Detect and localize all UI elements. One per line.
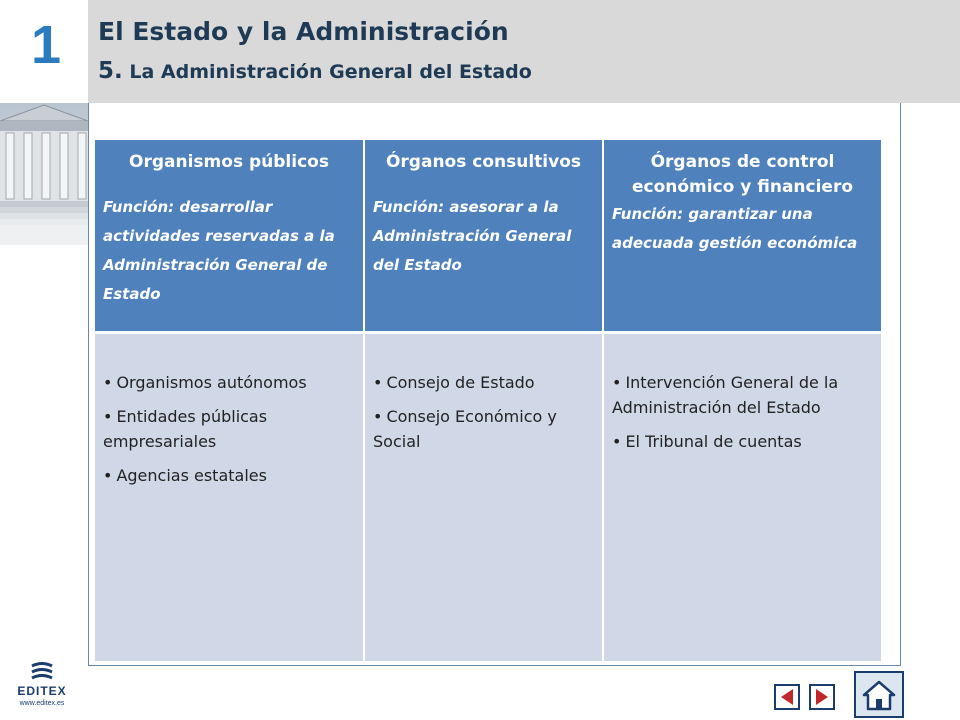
subtitle-text: La Administración General del Estado xyxy=(129,61,532,83)
column-function: Función: garantizar una adecuada gestión económica xyxy=(612,205,858,252)
column-function: Función: desarrollar actividades reservadas a la Administración General de Estado xyxy=(103,198,335,303)
editex-logo-icon xyxy=(28,662,56,684)
logo-url: www.editex.es xyxy=(19,700,65,707)
list-item: • Entidades públicas empresariales xyxy=(103,407,268,451)
logo-text: EDITEX xyxy=(17,684,67,698)
triangle-right-icon xyxy=(814,688,830,706)
header-band xyxy=(88,0,960,103)
home-button[interactable] xyxy=(854,671,904,718)
organisms-table xyxy=(95,140,881,661)
table-header-cell xyxy=(604,140,881,331)
editex-logo xyxy=(12,662,72,712)
column-title: Organismos públicos xyxy=(129,152,329,172)
table-body-cell xyxy=(604,331,881,661)
list-item: • Intervención General de la Administración del Estado xyxy=(612,373,839,417)
table-header-cell xyxy=(365,140,604,331)
page-title: El Estado y la Administración xyxy=(98,17,509,46)
table-header-cell xyxy=(95,140,365,331)
subtitle-number: 5. xyxy=(98,58,123,84)
house-icon xyxy=(862,679,896,711)
column-title: Órganos de control económico y financiero xyxy=(631,152,854,197)
next-button[interactable] xyxy=(809,684,835,710)
column-title: Órganos consultivos xyxy=(385,152,582,172)
page-subtitle xyxy=(98,58,532,84)
table-body-cell xyxy=(95,331,365,661)
column-function: Función: asesorar a la Administración General del Estado xyxy=(373,198,572,274)
list-item: • Organismos autónomos xyxy=(103,373,307,392)
list-item: • Consejo de Estado xyxy=(373,373,535,392)
list-item: • Consejo Económico y Social xyxy=(373,407,557,451)
prev-button[interactable] xyxy=(774,684,800,710)
list-item: • El Tribunal de cuentas xyxy=(612,432,802,451)
triangle-left-icon xyxy=(779,688,795,706)
list-item: • Agencias estatales xyxy=(103,466,267,485)
building-image xyxy=(0,103,88,245)
chapter-number: 1 xyxy=(30,15,62,75)
table-body-cell xyxy=(365,331,604,661)
